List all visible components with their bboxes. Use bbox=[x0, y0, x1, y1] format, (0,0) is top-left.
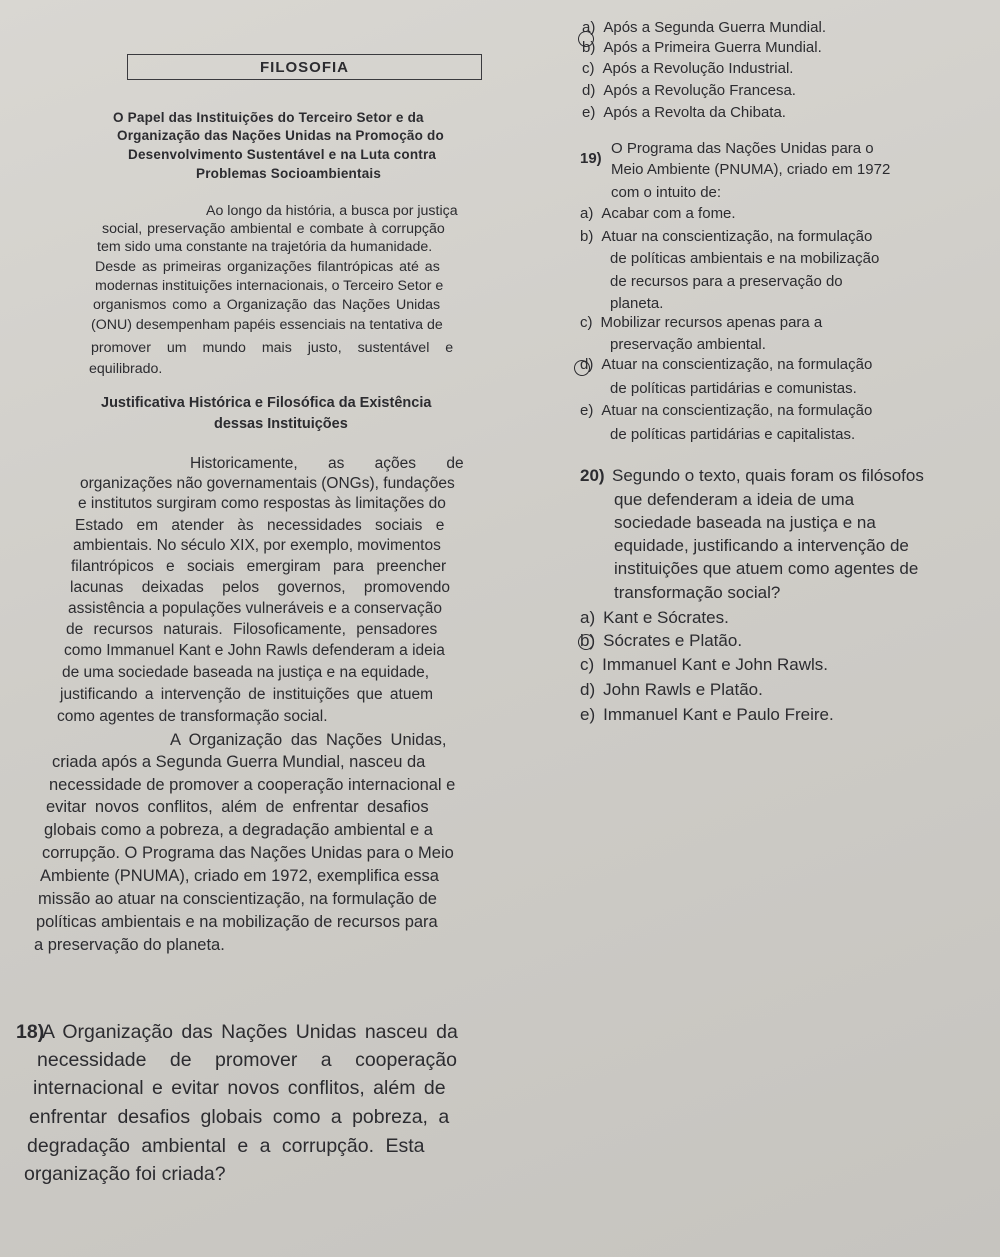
option-text: Immanuel Kant e Paulo Freire. bbox=[603, 705, 834, 724]
option-text-continued: preservação ambiental. bbox=[610, 336, 766, 353]
text-line: de uma sociedade baseada na justiça e na equidade, bbox=[62, 664, 430, 681]
option-letter: e) bbox=[580, 705, 596, 724]
text-line: Historicamente, as ações de bbox=[190, 455, 464, 472]
option-letter: b) bbox=[580, 228, 594, 245]
question-number: 20) bbox=[580, 466, 605, 485]
question-number: 18) bbox=[16, 1021, 45, 1043]
text-line: (ONU) desempenham papéis essenciais na tentativa de bbox=[91, 317, 443, 333]
option-letter: a) bbox=[580, 205, 594, 222]
option-letter: a) bbox=[582, 19, 596, 36]
text-line: equilibrado. bbox=[89, 361, 163, 377]
text-line: políticas ambientais e na mobilização de recursos para bbox=[36, 913, 438, 931]
option-letter: d) bbox=[582, 82, 596, 99]
option-text: John Rawls e Platão. bbox=[603, 680, 763, 699]
question-stem-line: transformação social? bbox=[614, 583, 781, 602]
answer-option[interactable] bbox=[582, 19, 826, 36]
section-title-line: Justificativa Histórica e Filosófica da Existência bbox=[101, 395, 432, 411]
text-line: Ambiente (PNUMA), criado em 1972, exemplifica essa bbox=[40, 867, 439, 885]
question-stem-line: degradação ambiental e a corrupção. Esta bbox=[27, 1135, 425, 1157]
option-letter: d) bbox=[580, 356, 594, 373]
option-text-continued: planeta. bbox=[610, 295, 664, 312]
text-line: criada após a Segunda Guerra Mundial, nasceu da bbox=[52, 753, 426, 771]
text-line: ambientais. No século XIX, por exemplo, movimentos bbox=[73, 537, 441, 554]
text-line: missão ao atuar na conscientização, na formulação de bbox=[38, 890, 437, 908]
answer-option[interactable] bbox=[582, 82, 796, 99]
section-title-line: dessas Instituições bbox=[214, 416, 348, 432]
option-letter: a) bbox=[580, 608, 596, 627]
answer-option[interactable] bbox=[580, 402, 872, 419]
option-text: Atuar na conscientização, na formulação bbox=[601, 228, 873, 245]
question-number: 19) bbox=[580, 150, 602, 167]
article-title-line: Problemas Socioambientais bbox=[196, 166, 382, 181]
text-line: tem sido uma constante na trajetória da humanidade. bbox=[97, 239, 433, 255]
text-line: promover um mundo mais justo, sustentável e bbox=[91, 340, 454, 356]
option-letter: e) bbox=[582, 104, 596, 121]
answer-option[interactable] bbox=[580, 608, 729, 628]
text-line: evitar novos conflitos, além de enfrentar desafios bbox=[46, 798, 429, 816]
option-text: Acabar com a fome. bbox=[601, 205, 736, 222]
text-line: modernas instituições internacionais, o Terceiro Setor e bbox=[95, 278, 444, 294]
question-stem-line: com o intuito de: bbox=[611, 184, 722, 201]
option-text: Após a Revolta da Chibata. bbox=[603, 104, 786, 121]
answer-option[interactable] bbox=[580, 356, 872, 373]
option-text: Kant e Sócrates. bbox=[603, 608, 729, 627]
answer-option[interactable] bbox=[582, 60, 793, 77]
option-text-continued: de recursos para a preservação do bbox=[610, 273, 843, 290]
question-stem-line: equidade, justificando a intervenção de bbox=[614, 536, 909, 555]
option-text: Após a Revolução Industrial. bbox=[602, 60, 794, 77]
question-stem-line: enfrentar desafios globais como a pobreza, a bbox=[29, 1106, 450, 1128]
answer-option[interactable] bbox=[582, 39, 822, 56]
option-letter: c) bbox=[580, 314, 593, 331]
article-title-line: Desenvolvimento Sustentável e na Luta contra bbox=[128, 147, 437, 162]
article-title-line: Organização das Nações Unidas na Promoção do bbox=[117, 128, 444, 143]
option-text: Atuar na conscientização, na formulação bbox=[601, 356, 873, 373]
answer-option[interactable] bbox=[580, 631, 742, 651]
subject-header bbox=[127, 54, 482, 80]
text-line: filantrópicos e sociais emergiram para preencher bbox=[71, 558, 447, 575]
text-line: organismos como a Organização das Nações Unidas bbox=[93, 297, 441, 313]
text-line: Estado em atender às necessidades sociais e bbox=[75, 517, 445, 534]
question-stem-line: sociedade baseada na justiça e na bbox=[614, 513, 876, 532]
text-line: assistência a populações vulneráveis e a conservação bbox=[68, 600, 442, 617]
option-text-continued: de políticas partidárias e comunistas. bbox=[610, 380, 857, 397]
question-stem-line: organização foi criada? bbox=[24, 1163, 226, 1185]
option-letter: c) bbox=[582, 60, 595, 77]
answer-option[interactable] bbox=[580, 705, 834, 725]
option-letter: b) bbox=[582, 39, 596, 56]
option-text: Immanuel Kant e John Rawls. bbox=[602, 655, 829, 674]
option-text-continued: de políticas partidárias e capitalistas. bbox=[610, 426, 856, 443]
answer-option[interactable] bbox=[580, 314, 822, 331]
text-line: como agentes de transformação social. bbox=[57, 708, 328, 725]
option-text-continued: de políticas ambientais e na mobilização bbox=[610, 250, 880, 267]
subject-title: FILOSOFIA bbox=[260, 58, 349, 76]
question-stem-line: necessidade de promover a cooperação bbox=[37, 1049, 457, 1071]
question-stem-line: O Programa das Nações Unidas para o bbox=[611, 140, 874, 157]
option-text: Após a Segunda Guerra Mundial. bbox=[603, 19, 826, 36]
option-letter: c) bbox=[580, 655, 595, 674]
text-line: e institutos surgiram como respostas às limitações do bbox=[78, 495, 446, 512]
answer-option[interactable] bbox=[580, 228, 872, 245]
text-line: organizações não governamentais (ONGs), fundações bbox=[80, 475, 455, 492]
answer-option[interactable] bbox=[580, 205, 736, 222]
answer-option[interactable] bbox=[582, 104, 786, 121]
text-line: corrupção. O Programa das Nações Unidas para o Meio bbox=[42, 844, 454, 862]
text-line: social, preservação ambiental e combate à corrupção bbox=[102, 221, 445, 237]
text-line: A Organização das Nações Unidas, bbox=[170, 731, 447, 749]
answer-option[interactable] bbox=[580, 680, 763, 700]
question-stem-line: A Organização das Nações Unidas nasceu da bbox=[42, 1021, 458, 1043]
option-text: Sócrates e Platão. bbox=[603, 631, 743, 650]
question-stem-line: Meio Ambiente (PNUMA), criado em 1972 bbox=[611, 161, 891, 178]
article-title-line: O Papel das Instituições do Terceiro Setor e da bbox=[113, 110, 424, 125]
text-line: justificando a intervenção de instituições que atuem bbox=[60, 686, 433, 703]
question-stem-line: internacional e evitar novos conflitos, além de bbox=[33, 1077, 446, 1099]
text-line: Ao longo da história, a busca por justiça bbox=[206, 203, 458, 219]
question-stem-line: instituições que atuem como agentes de bbox=[614, 559, 919, 578]
question-stem-line: que defenderam a ideia de uma bbox=[614, 490, 855, 509]
text-line: lacunas deixadas pelos governos, promovendo bbox=[70, 579, 450, 596]
text-line: necessidade de promover a cooperação internacional e bbox=[49, 776, 456, 794]
question-stem-line: Segundo o texto, quais foram os filósofos bbox=[612, 466, 924, 485]
text-line: Desde as primeiras organizações filantrópicas até as bbox=[95, 259, 440, 275]
text-line: a preservação do planeta. bbox=[34, 936, 225, 954]
option-text: Após a Primeira Guerra Mundial. bbox=[603, 39, 822, 56]
answer-option[interactable] bbox=[580, 655, 828, 675]
option-letter: e) bbox=[580, 402, 594, 419]
text-line: globais como a pobreza, a degradação ambiental e a bbox=[44, 821, 433, 839]
text-line: como Immanuel Kant e John Rawls defenderam a ideia bbox=[64, 642, 445, 659]
option-text: Após a Revolução Francesa. bbox=[603, 82, 796, 99]
text-line: de recursos naturais. Filosoficamente, pensadores bbox=[66, 621, 438, 638]
option-letter: b) bbox=[580, 631, 596, 650]
option-letter: d) bbox=[580, 680, 596, 699]
option-text: Mobilizar recursos apenas para a bbox=[600, 314, 823, 331]
option-text: Atuar na conscientização, na formulação bbox=[601, 402, 873, 419]
